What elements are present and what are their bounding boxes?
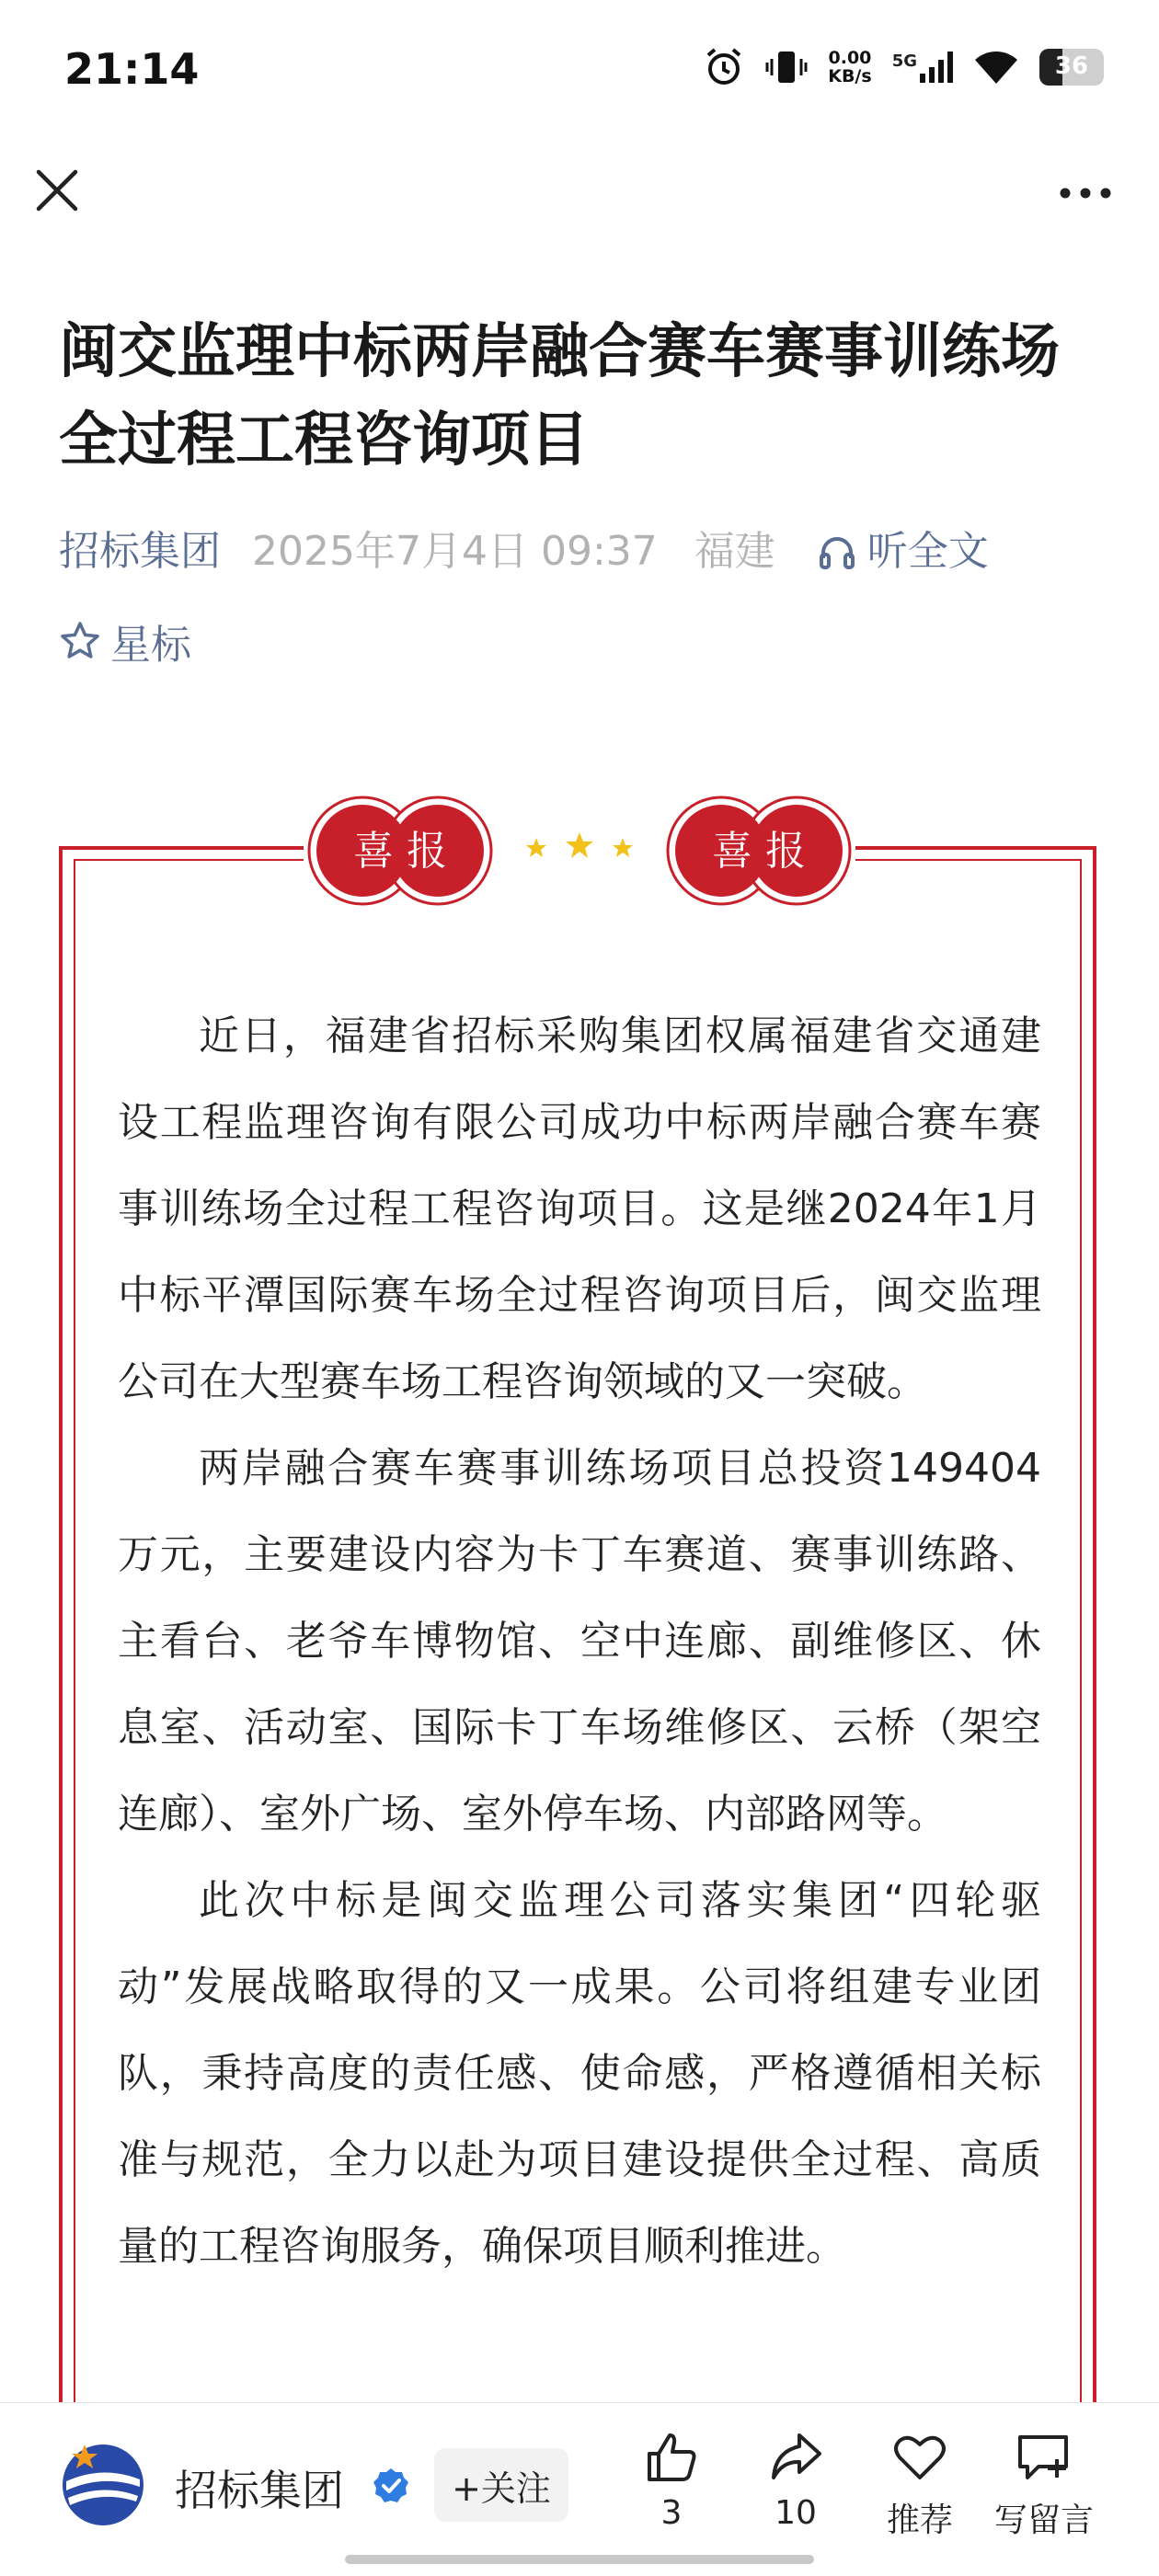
source-link[interactable]: 招标集团	[59, 528, 221, 575]
like-button[interactable]	[616, 2428, 727, 2532]
alarm-icon	[703, 46, 745, 88]
follow-button[interactable]: +关注	[434, 2448, 568, 2522]
more-icon[interactable]	[1049, 166, 1122, 221]
share-icon	[766, 2428, 825, 2487]
paragraph: 近日，福建省招标采购集团权属福建省交通建设工程监理咨询有限公司成功中标两岸融合赛车赛事训练场全过程工程咨询项目。这是继2024年1月中标平潭国际赛车场全过程咨询项目后，闽交监理公司在大型赛车场工程咨询领域的又一突破。	[118, 1013, 1041, 1405]
home-indicator[interactable]	[345, 2555, 814, 2564]
paragraph: 两岸融合赛车赛事训练场项目总投资149404 万元，主要建设内容为卡丁车赛道、赛事训练路、主看台、老爷车博物馆、空中连廊、副维修区、休息室、活动室、国际卡丁车场维修区、云桥（架空连廊）、室外广场、室外停车场、内部路网等。	[118, 1445, 1041, 1838]
paragraph: 此次中标是闽交监理公司落实集团“四轮驱动”发展战略取得的又一成果。公司将组建专业团队，秉持高度的责任感、使命感，严格遵循相关标准与规范，全力以赴为项目建设提供全过程、高质量的工程咨询服务，确保项目顺利推进。	[118, 1877, 1041, 2270]
recommend-button[interactable]	[865, 2428, 975, 2541]
recommend-label: 推荐	[886, 2502, 953, 2539]
thumbs-up-icon	[642, 2428, 701, 2487]
article-title: 闽交监理中标两岸融合赛车赛事训练场全过程工程咨询项目	[59, 318, 1060, 475]
article-body	[118, 993, 1041, 2290]
status-icons	[703, 46, 1104, 88]
article-meta	[59, 524, 989, 579]
vibrate-icon	[765, 46, 808, 88]
account-name[interactable]: 招标集团	[175, 2466, 344, 2515]
comment-plus-icon	[1015, 2428, 1073, 2487]
signal-indicator: 5G	[892, 52, 953, 83]
wifi-icon	[973, 49, 1019, 86]
like-count: 3	[660, 2494, 683, 2532]
network-speed: 0.00 KB/s	[828, 48, 872, 86]
heart-icon	[890, 2428, 949, 2487]
comment-label: 写留言	[993, 2502, 1094, 2539]
svg-text:喜 报: 喜 报	[712, 828, 806, 875]
share-button[interactable]	[740, 2428, 851, 2532]
star-button[interactable]: 星标	[59, 612, 191, 670]
status-time: 21:14	[64, 44, 200, 94]
battery-indicator: 36	[1039, 49, 1104, 86]
location: 福建	[694, 528, 775, 575]
share-count: 10	[775, 2494, 817, 2532]
banner-left	[309, 797, 491, 904]
account-logo[interactable]	[57, 2437, 149, 2529]
headphones-icon	[816, 531, 858, 573]
good-news-banner	[304, 791, 855, 910]
comment-button[interactable]	[989, 2428, 1099, 2541]
signal-icon	[920, 52, 953, 83]
banner-right	[668, 797, 850, 904]
listen-button[interactable]: 听全文	[816, 524, 989, 579]
verified-icon	[372, 2467, 410, 2505]
bottom-bar	[0, 2402, 1159, 2576]
publish-date: 2025年7月4日 09:37	[252, 528, 658, 575]
star-icon	[59, 620, 101, 662]
svg-text:喜 报: 喜 报	[353, 828, 447, 875]
close-icon[interactable]	[28, 161, 86, 220]
